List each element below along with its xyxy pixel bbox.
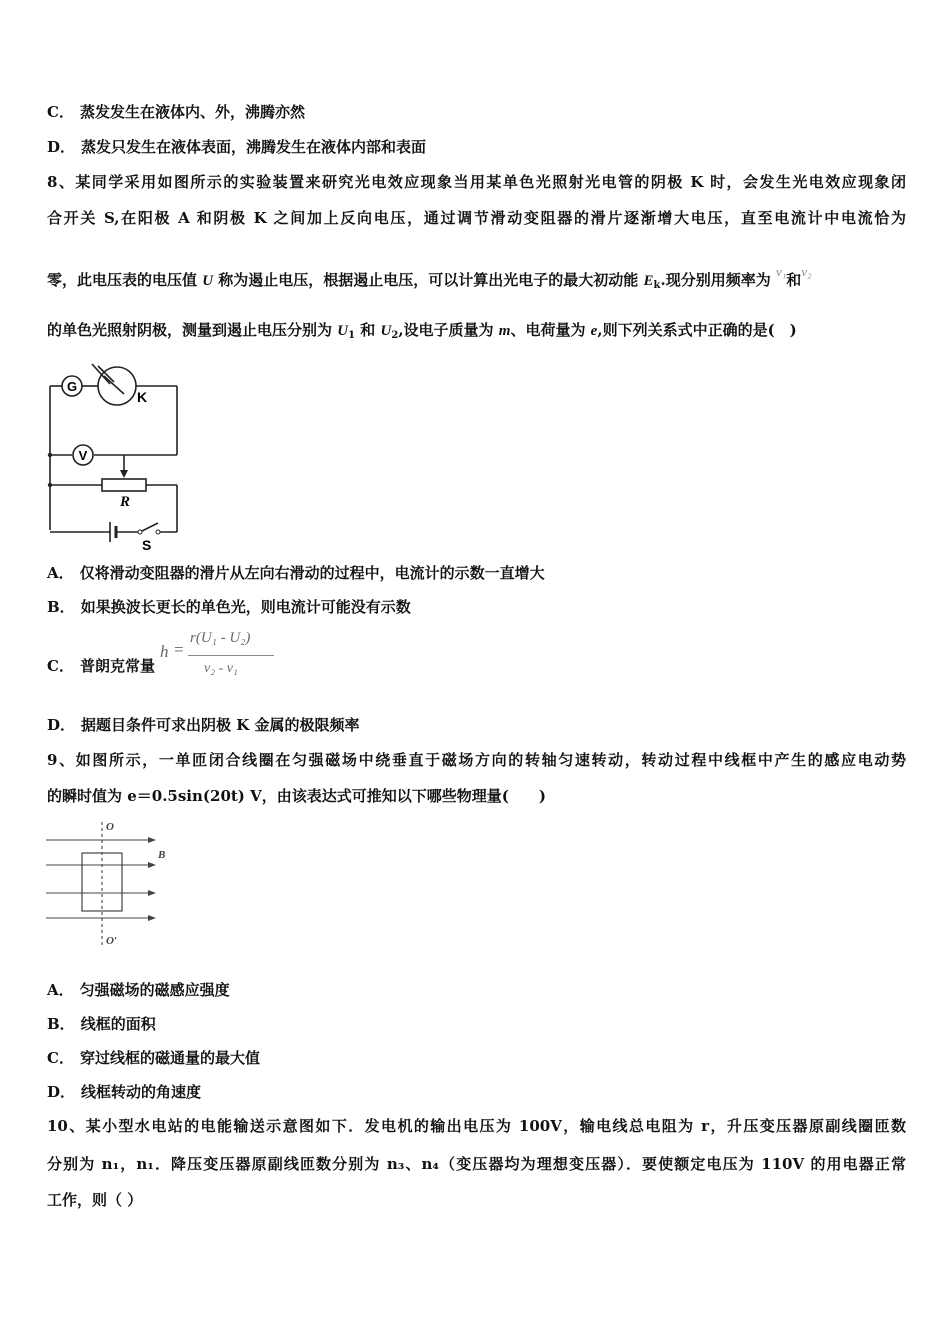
var-u2: U <box>380 323 392 339</box>
nu1-symbol: ν₁ <box>775 264 787 279</box>
q9-option-a <box>47 980 230 1000</box>
q9-stem-line1: 9、如图所示，一单匝闭合线圈在匀强磁场中绕垂直于磁场方向的转轴匀速转动，转动过程中线框中产生的感应电动势 <box>47 751 906 769</box>
option-letter: C． <box>47 1049 74 1067</box>
q8-stem-line4 <box>47 320 797 346</box>
formula-lhs: h <box>160 642 169 661</box>
coil-field-diagram <box>44 818 184 950</box>
option-text: 穿过线框的磁通量的最大值 <box>79 1049 260 1067</box>
slider-arrow-icon <box>120 470 128 478</box>
option-text: 仅将滑动变阻器的滑片从左向右滑动的过程中，电流计的示数一直增大 <box>79 564 545 582</box>
q8-stem-line2: 合开关 S,在阳极 A 和阴极 K 之间加上反向电压，通过调节滑动变阻器的滑片逐渐增大电压，直至电流计中电流恰为 <box>47 209 906 227</box>
q9-option-b <box>47 1014 156 1034</box>
option-letter: D． <box>47 716 76 734</box>
q10-stem-line3: 工作，则（ ） <box>47 1191 143 1209</box>
q9-option-d <box>47 1082 201 1102</box>
option-letter: B． <box>47 598 75 616</box>
circuit-diagram <box>40 360 190 555</box>
q9-option-c <box>47 1048 260 1068</box>
option-text: 如果换波长更长的单色光，则电流计可能没有示数 <box>80 598 411 616</box>
option-letter: A． <box>47 981 74 999</box>
q7-option-d <box>47 137 426 157</box>
option-text: 普朗克常量 <box>79 657 155 675</box>
option-letter: D． <box>47 138 76 156</box>
formula-numerator: r(U₁ - U₂) <box>190 630 251 646</box>
option-text: 蒸发发生在液体内、外，沸腾亦然 <box>79 103 305 121</box>
var-e: e <box>590 323 598 339</box>
text-run: 和 <box>355 321 381 339</box>
q8-option-c <box>47 656 155 676</box>
text-run: 称为遏止电压，根据遏止电压，可以计算出光电子的最大初动能 <box>213 271 644 289</box>
label-v: V <box>78 448 88 463</box>
q8-stem-line1: 8、某同学采用如图所示的实验装置来研究光电效应现象当用某单色光照射光电管的阴极 K 时，会发生光电效应现象闭 <box>47 173 906 191</box>
option-text: 线框的面积 <box>80 1015 156 1033</box>
text-run: 、电荷量为 <box>510 321 591 339</box>
option-text: 据题目条件可求出阴极 K 金属的极限频率 <box>81 716 360 734</box>
var-e: E <box>643 273 654 289</box>
text-run: 和 <box>786 271 802 289</box>
q10-stem-line2: 分别为 n₁，n₁．降压变压器原副线匝数分别为 n₃、n₄（变压器均为理想变压器）．要使额定电压为 110V 的用电器正常 <box>47 1155 906 1173</box>
sub-1: 1 <box>348 330 356 341</box>
label-o-prime: O′ <box>106 935 118 947</box>
q8-option-a <box>47 563 545 583</box>
option-letter: A． <box>47 564 74 582</box>
formula-eq: = <box>174 640 184 659</box>
option-text: 蒸发只发生在液体表面，沸腾发生在液体内部和表面 <box>81 138 427 156</box>
sub-k: k <box>653 280 661 291</box>
label-o: O <box>106 821 114 833</box>
text-run: 零，此电压表的电压值 <box>47 271 203 289</box>
q7-option-c <box>47 102 305 122</box>
var-m: m <box>498 323 511 339</box>
label-k: K <box>137 389 148 405</box>
planck-formula <box>160 628 280 684</box>
text-run: .现分别用频率为 <box>660 271 771 289</box>
text-run: ,设电子质量为 <box>398 321 499 339</box>
q8-option-b <box>47 597 411 617</box>
text-run: ,则下列关系式中正确的是( ) <box>597 321 797 339</box>
q8-option-d <box>47 715 360 735</box>
q9-stem-line2: 的瞬时值为 e＝0.5sin(20t) V，由该表达式可推知以下哪些物理量( ) <box>47 787 546 805</box>
text-run: 的单色光照射阴极，测量到遏止电压分别为 <box>47 321 338 339</box>
formula-denominator: ν₂ - ν₁ <box>204 661 238 676</box>
option-letter: C． <box>47 657 74 675</box>
nu2-symbol: ν₂ <box>801 264 812 279</box>
option-letter: C． <box>47 103 74 121</box>
fraction-bar <box>188 655 274 656</box>
option-text: 线框转动的角速度 <box>81 1083 202 1101</box>
label-b: B <box>158 849 166 861</box>
label-s: S <box>142 537 152 553</box>
option-letter: B． <box>47 1015 75 1033</box>
q8-stem-line3 <box>47 264 812 296</box>
label-g: G <box>66 379 78 394</box>
var-u1: U <box>337 323 349 339</box>
label-r: R <box>120 494 131 510</box>
sub-2: 2 <box>391 330 399 341</box>
q10-stem-line1: 10、某小型水电站的电能输送示意图如下．发电机的输出电压为 100V，输电线总电阻为 r，升压变压器原副线圈匝数 <box>47 1117 906 1135</box>
option-text: 匀强磁场的磁感应强度 <box>79 981 230 999</box>
var-u: U <box>202 273 214 289</box>
option-letter: D． <box>47 1083 76 1101</box>
